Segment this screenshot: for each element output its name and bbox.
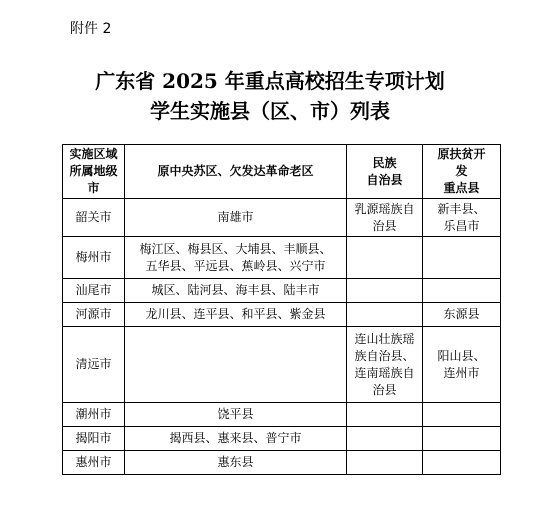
cell-poverty bbox=[423, 403, 501, 427]
cell-old-area: 揭西县、惠来县、普宁市 bbox=[125, 427, 347, 451]
cell-old-area bbox=[125, 327, 347, 403]
cell-poverty: 阳山县、 连州市 bbox=[423, 327, 501, 403]
header-old-area: 原中央苏区、欠发达革命老区 bbox=[125, 145, 347, 199]
cell-poverty bbox=[423, 279, 501, 303]
table-header-row bbox=[63, 145, 501, 199]
cell-ethnic bbox=[347, 403, 423, 427]
cell-ethnic bbox=[347, 303, 423, 327]
cell-poverty: 新丰县、 乐昌市 bbox=[423, 199, 501, 237]
cell-ethnic bbox=[347, 451, 423, 475]
cell-old-area: 梅江区、梅县区、大埔县、丰顺县、 五华县、平远县、蕉岭县、兴宁市 bbox=[125, 237, 347, 279]
cell-old-area: 南雄市 bbox=[125, 199, 347, 237]
cell-city: 梅州市 bbox=[63, 237, 125, 279]
attachment-label: 附件 2 bbox=[70, 21, 112, 37]
header-city: 实施区域 所属地级 市 bbox=[63, 145, 125, 199]
table-row bbox=[63, 403, 501, 427]
page-subtitle: 学生实施县（区、市）列表 bbox=[150, 99, 390, 123]
cell-city: 韶关市 bbox=[63, 199, 125, 237]
cell-city: 惠州市 bbox=[63, 451, 125, 475]
cell-city: 揭阳市 bbox=[63, 427, 125, 451]
county-table bbox=[62, 144, 501, 475]
cell-old-area: 惠东县 bbox=[125, 451, 347, 475]
cell-poverty: 东源县 bbox=[423, 303, 501, 327]
cell-ethnic bbox=[347, 237, 423, 279]
header-ethnic: 民族 自治县 bbox=[347, 145, 423, 199]
table-row bbox=[63, 303, 501, 327]
header-poverty: 原扶贫开 发 重点县 bbox=[423, 145, 501, 199]
cell-old-area: 饶平县 bbox=[125, 403, 347, 427]
cell-ethnic: 乳源瑶族自 治县 bbox=[347, 199, 423, 237]
cell-city: 河源市 bbox=[63, 303, 125, 327]
cell-poverty bbox=[423, 237, 501, 279]
cell-city: 汕尾市 bbox=[63, 279, 125, 303]
table-row bbox=[63, 279, 501, 303]
cell-old-area: 龙川县、连平县、和平县、紫金县 bbox=[125, 303, 347, 327]
cell-city: 潮州市 bbox=[63, 403, 125, 427]
table-row bbox=[63, 237, 501, 279]
page-title: 广东省 2025 年重点高校招生专项计划 bbox=[95, 69, 445, 93]
table-row bbox=[63, 327, 501, 403]
cell-ethnic: 连山壮族瑶 族自治县、 连南瑶族自 治县 bbox=[347, 327, 423, 403]
table-row bbox=[63, 451, 501, 475]
cell-poverty bbox=[423, 427, 501, 451]
cell-city: 清远市 bbox=[63, 327, 125, 403]
table-row bbox=[63, 427, 501, 451]
cell-ethnic bbox=[347, 279, 423, 303]
cell-old-area: 城区、陆河县、海丰县、陆丰市 bbox=[125, 279, 347, 303]
cell-poverty bbox=[423, 451, 501, 475]
table-row bbox=[63, 199, 501, 237]
cell-ethnic bbox=[347, 427, 423, 451]
